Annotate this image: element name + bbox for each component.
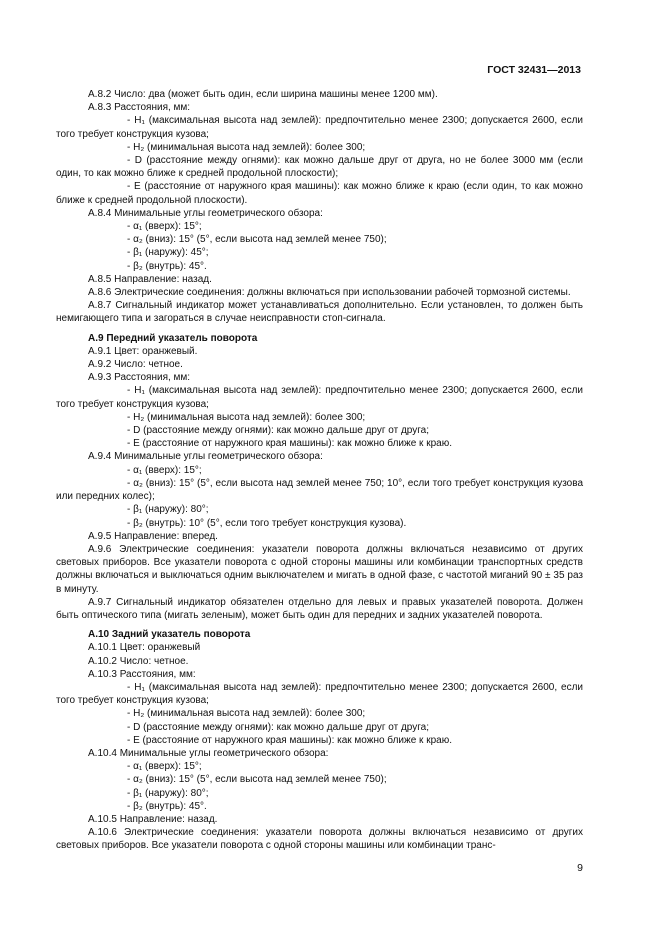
paragraph: А.10.2 Число: четное. bbox=[88, 655, 189, 667]
section-heading: А.10 Задний указатель поворота bbox=[88, 629, 251, 641]
paragraph: - β₂ (внутрь): 10° (5°, если того требует конструкция кузова). bbox=[127, 517, 407, 529]
paragraph: - H₁ (максимальная высота над землей): предпочтительно менее 2300; допускается 2600, если того требует конструкция кузова; bbox=[56, 681, 583, 707]
paragraph: - D (расстояние между огнями): как можно дальше друг от друга, но не более 3000 мм (если один, то как можно ближе к средней продольной плоскости); bbox=[56, 155, 583, 180]
paragraph: - Е (расстояние от наружного края машины): как можно ближе к краю. bbox=[127, 438, 452, 450]
page-number: 9 bbox=[577, 862, 583, 874]
section-heading: А.9 Передний указатель поворота bbox=[88, 332, 258, 344]
paragraph: А.9.4 Минимальные углы геометрического обзора: bbox=[88, 451, 323, 463]
paragraph: А.9.2 Число: четное. bbox=[88, 359, 183, 371]
paragraph: - β₂ (внутрь): 45°. bbox=[127, 260, 207, 272]
paragraph: - α₁ (вверх): 15°; bbox=[127, 464, 202, 476]
paragraph: А.10.4 Минимальные углы геометрического обзора: bbox=[88, 747, 329, 759]
paragraph: А.10.5 Направление: назад. bbox=[88, 813, 218, 825]
paragraph: - D (расстояние между огнями): как можно дальше друг от друга; bbox=[127, 425, 430, 437]
paragraph: - H₂ (минимальная высота над землей): более 300; bbox=[127, 411, 366, 423]
paragraph: - D (расстояние между огнями): как можно дальше друг от друга; bbox=[127, 721, 430, 733]
paragraph: - β₂ (внутрь): 45°. bbox=[127, 800, 207, 812]
paragraph: - α₂ (вниз): 15° (5°, если высота над землей менее 750; 10°, если того требует конструкция кузова или передних колес); bbox=[56, 477, 583, 503]
paragraph: А.10.3 Расстояния, мм: bbox=[88, 668, 196, 680]
paragraph: А.8.5 Направление: назад. bbox=[88, 273, 212, 285]
document-body bbox=[56, 88, 583, 853]
paragraph: - H₂ (минимальная высота над землей): более 300; bbox=[127, 708, 366, 720]
paragraph: А.8.6 Электрические соединения: должны включаться при использовании рабочей тормозной системы. bbox=[88, 287, 571, 299]
paragraph: А.9.3 Расстояния, мм: bbox=[88, 372, 191, 384]
paragraph: А.10.1 Цвет: оранжевый bbox=[88, 642, 201, 654]
paragraph: - β₁ (наружу): 80°; bbox=[127, 787, 209, 799]
paragraph: - α₁ (вверх): 15°; bbox=[127, 221, 202, 233]
paragraph: - Е (расстояние от наружного края машины): как можно ближе к краю (если один, то как можно ближе к средней продольной плоскости). bbox=[56, 181, 583, 206]
paragraph: А.10.6 Электрические соединения: указатели поворота должны включаться независимо от других световых приборов. Все указатели поворота с одной стороны машины или комбинации транс- bbox=[56, 827, 583, 852]
paragraph: - α₂ (вниз): 15° (5°, если высота над землей менее 750); bbox=[127, 774, 387, 786]
paragraph: А.9.5 Направление: вперед. bbox=[88, 530, 218, 542]
paragraph: - H₂ (минимальная высота над землей): более 300; bbox=[127, 141, 366, 153]
paragraph: А.9.6 Электрические соединения: указатели поворота должны включаться независимо от других световых приборов. Все указатели поворота с одной стороны машины или комбинации транспортных средств должны включаться и выключаться одним выключателем и мигать в одной фазе, с частотой миганий 90 ± 35 раз в минуту. bbox=[56, 543, 583, 595]
paragraph: - β₁ (наружу): 45°; bbox=[127, 247, 209, 259]
paragraph: - α₁ (вверх): 15°; bbox=[127, 761, 202, 773]
paragraph: - β₁ (наружу): 80°; bbox=[127, 504, 209, 516]
paragraph: А.8.4 Минимальные углы геометрического обзора: bbox=[88, 207, 323, 219]
paragraph: - H₁ (максимальная высота над землей): предпочтительно менее 2300; допускается 2600, если того требует конструкция кузова; bbox=[56, 385, 583, 410]
paragraph: А.8.7 Сигнальный индикатор может устанавливаться дополнительно. Если установлен, то должен быть немигающего типа и загораться в случае неисправности стоп-сигнала. bbox=[56, 300, 583, 325]
paragraph: - Е (расстояние от наружного края машины): как можно ближе к краю. bbox=[127, 734, 452, 746]
paragraph: А.9.1 Цвет: оранжевый. bbox=[88, 345, 198, 357]
paragraph: - α₂ (вниз): 15° (5°, если высота над землей менее 750); bbox=[127, 234, 387, 246]
paragraph: А.9.7 Сигнальный индикатор обязателен отдельно для левых и правых указателей поворота. Должен быть оптического типа (мигать зеленым), может быть один для передних и задних указателей поворота. bbox=[56, 596, 583, 621]
paragraph: А.8.3 Расстояния, мм: bbox=[88, 102, 191, 114]
paragraph: А.8.2 Число: два (может быть один, если ширина машины менее 1200 мм). bbox=[88, 89, 438, 100]
paragraph: - H₁ (максимальная высота над землей): предпочтительно менее 2300; допускается 2600, если того требует конструкция кузова; bbox=[56, 115, 583, 140]
document-code: ГОСТ 32431—2013 bbox=[487, 64, 581, 76]
